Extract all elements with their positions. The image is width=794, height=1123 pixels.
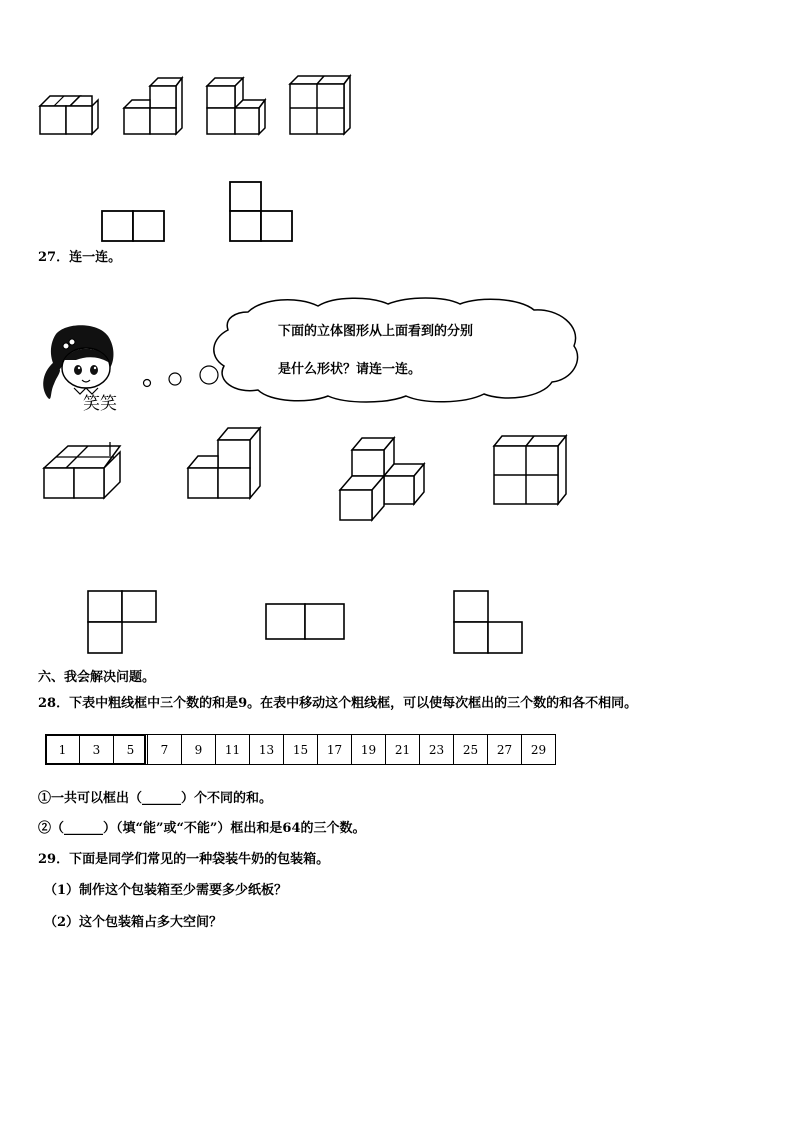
question-28-stem: 28．下表中粗线框中三个数的和是9。在表中移动这个粗线框，可以使每次框出的三个数的和各不相同。	[38, 696, 638, 711]
table-cell: 7	[148, 735, 182, 765]
thought-text-line-2: 是什么形状？请连一连。	[278, 362, 422, 377]
view-option-1	[86, 589, 158, 655]
question-29-stem: 29．下面是同学们常见的一种袋装牛奶的包装箱。	[38, 852, 330, 867]
question-27-label: 27．连一连。	[38, 250, 122, 265]
table-cell: 29	[522, 735, 556, 765]
table-cell: 17	[318, 735, 352, 765]
table-cell: 1	[46, 735, 80, 765]
table-cell: 13	[250, 735, 284, 765]
table-cell: 23	[420, 735, 454, 765]
thought-text-line-1: 下面的立体图形从上面看到的分别	[278, 324, 474, 339]
section-6-title: 六、我会解决问题。	[38, 670, 156, 685]
top-solid-4	[288, 74, 354, 138]
table-cell: 21	[386, 735, 420, 765]
top-solid-3	[205, 76, 271, 138]
view-option-2	[264, 602, 348, 642]
table-cell: 11	[216, 735, 250, 765]
top-view-shape-2	[228, 180, 294, 244]
solid-c	[338, 434, 428, 522]
solid-b	[186, 424, 266, 500]
top-view-shape-1	[100, 209, 166, 243]
question-29-part-2: （2）这个包装箱占多大空间？	[44, 915, 223, 930]
table-cell: 27	[488, 735, 522, 765]
question-28-part-1: ①一共可以框出（______）个不同的和。	[38, 791, 273, 806]
view-option-3	[452, 589, 526, 655]
top-solid-1	[36, 92, 102, 138]
table-cell: 5	[114, 735, 148, 765]
top-solid-2	[120, 76, 186, 138]
table-cell: 15	[284, 735, 318, 765]
solid-a	[42, 442, 124, 500]
character-name-label: 笑笑	[83, 394, 117, 414]
table-cell: 25	[454, 735, 488, 765]
number-table	[45, 734, 556, 765]
table-cell: 9	[182, 735, 216, 765]
table-cell: 19	[352, 735, 386, 765]
table-cell: 3	[80, 735, 114, 765]
solid-d	[490, 434, 572, 508]
thought-bubble	[138, 294, 584, 406]
question-29-part-1: （1）制作这个包装箱至少需要多少纸板？	[44, 883, 288, 898]
question-28-part-2: ②（______）（填“能”或“不能”）框出和是64的三个数。	[38, 821, 366, 836]
